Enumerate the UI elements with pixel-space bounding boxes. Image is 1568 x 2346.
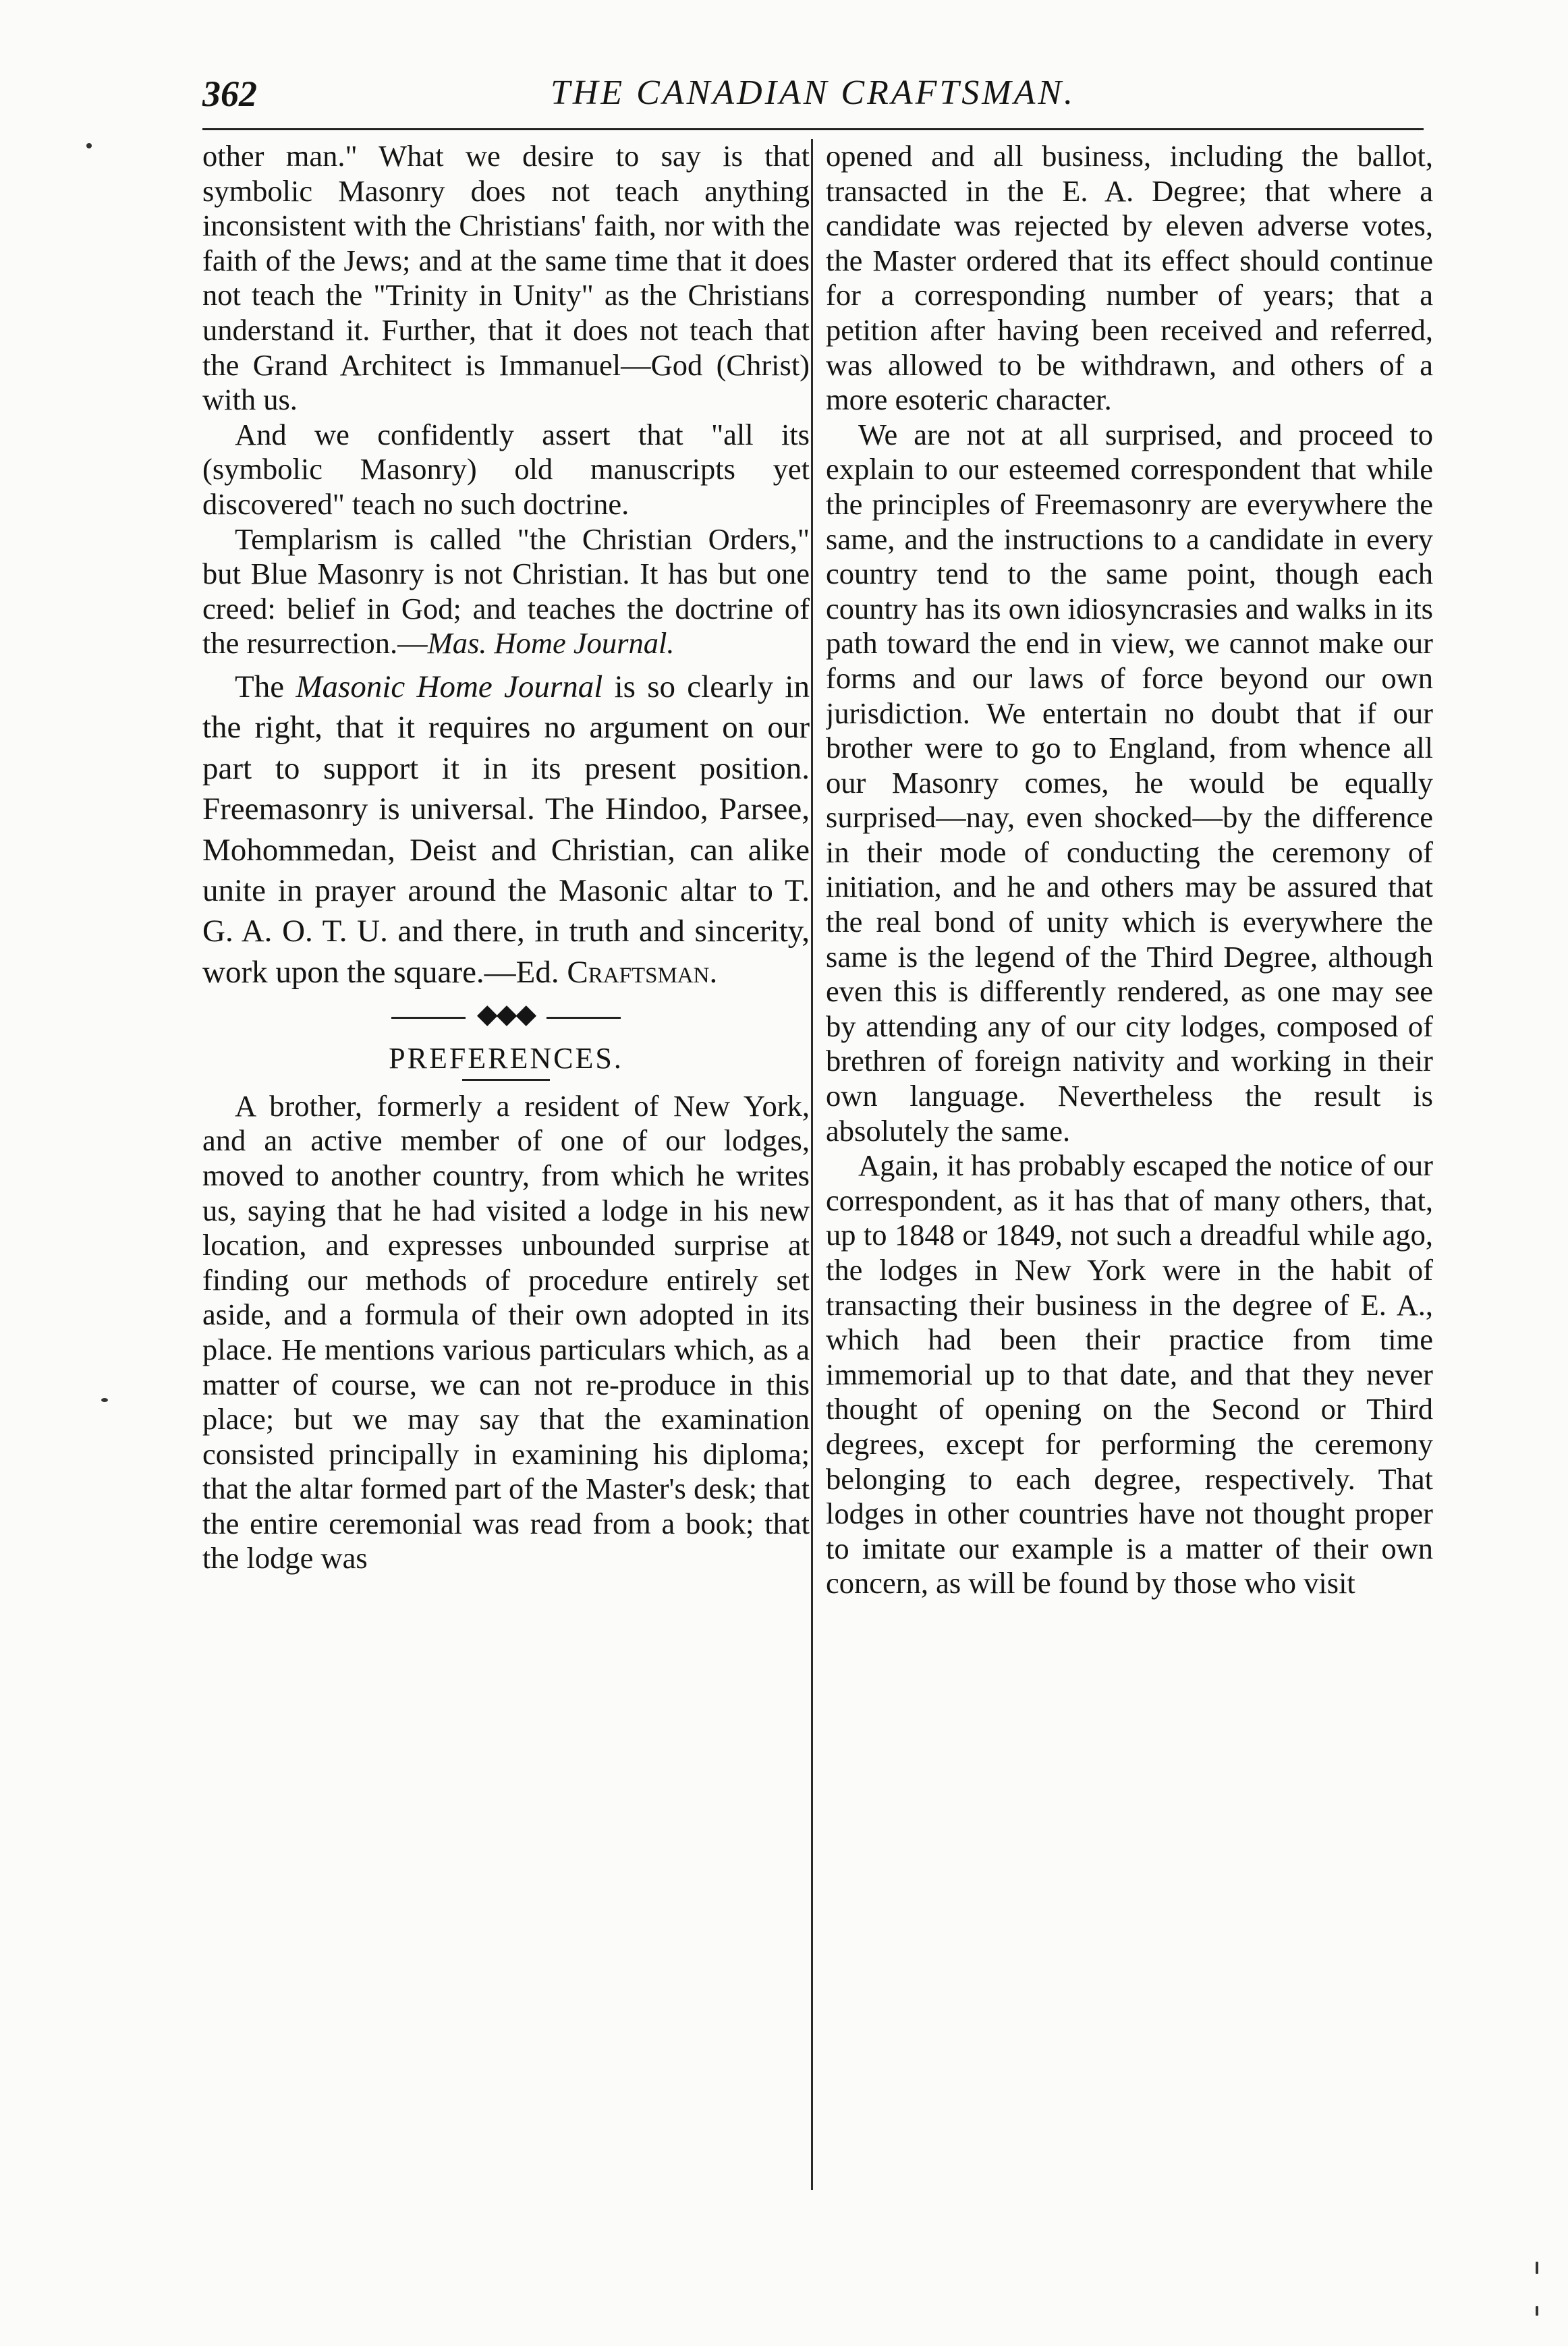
right-column — [826, 139, 1433, 2204]
scan-speck — [101, 1398, 108, 1402]
left-paragraph-5: A brother, formerly a resident of New York, and an active member of one of our lodges, moved to another country, from which he writes us, saying that he had visited a lodge in his new location, and expresses unbounded surprise at finding our methods of procedure entirely set aside, and a formula of their own adopted in its place. He mentions various particulars which, as a matter of course, we can not re-produce in this place; but we may say that the examination consisted principally in examining his diploma; that the altar formed part of the Master's desk; that the entire ceremonial was read from a book; that the lodge was — [202, 1088, 810, 1575]
left-paragraph-3-source: Mas. Home Journal. — [427, 626, 675, 661]
left-paragraph-2: And we confidently assert that "all its (symbolic Masonry) old manuscripts yet discovered" teach no such doctrine. — [202, 417, 810, 521]
right-paragraph-3: Again, it has probably escaped the notice of our correspondent, as it has that of many others, that, up to 1848 or 1849, not such a dreadful while ago, the lodges in New York were in the habit of transacting their business in the degree of E. A., which had been their practice from time immemorial up to that date, and that they never thought of opening on the Second or Third degrees, except for performing the ceremony belonging to each degree, respectively. That lodges in other countries have not thought proper to imitate our example is a matter of their own concern, as will be found by those who visit — [826, 1148, 1433, 1600]
editor-note-start: The — [235, 669, 296, 704]
column-rule — [811, 139, 813, 2190]
right-paragraph-2: We are not at all surprised, and proceed to explain to our esteemed correspondent that while the principles of Freemasonry are everywhere the same, and the instructions to a candidate in every country tend to the same point, though each country has its own idiosyncrasies and walks in its path toward the end in view, we cannot make our forms and our laws of force beyond our own jurisdiction. We entertain no doubt that if our brother were to go to England, from whence all our Masonry comes, he would be equally surprised—nay, even shocked—by the difference in their mode of conducting the ceremony of initiation, and he and others may be assured that the real bond of unity which is everywhere the same is the legend of the Third Degree, although even this is differently rendered, as one may see by attending any of our city lodges, composed of brethren of foreign nativity and working in their own language. Nevertheless the result is absolutely the same. — [826, 417, 1433, 1148]
scan-speck — [1536, 2306, 1538, 2316]
editor-note — [202, 667, 810, 993]
separator-line-right — [547, 1017, 621, 1019]
scan-speck — [86, 143, 92, 148]
separator-ornament: ◆◆◆ — [476, 999, 536, 1030]
left-paragraph-3-text: Templarism is called "the Christian Orders," but Blue Masonry is not Christian. It has but one creed: belief in God; and teaches the doctrine of the resurrection.— — [202, 522, 810, 661]
scan-speck — [1536, 2262, 1538, 2274]
editor-note-journal-title: Masonic Home Journal — [296, 669, 603, 704]
editor-note-signature: Craftsman. — [567, 954, 718, 990]
section-separator — [202, 999, 810, 1030]
editor-note-text: is so clearly in the right, that it requires no argument on our part to support it in its present position. Freemasonry is universal. The Hindoo, Parsee, Mohommedan, Deist and Christian, can alike unite in prayer around the Masonic altar to T. G. A. O. T. U. and there, in truth and sincerity, work upon the square.—Ed. — [202, 669, 810, 990]
page-header — [202, 66, 1424, 120]
section-title: PREFERENCES. — [389, 1042, 623, 1076]
header-rule — [202, 128, 1424, 130]
page-number: 362 — [202, 74, 257, 114]
right-paragraph-1: opened and all business, including the ballot, transacted in the E. A. Degree; that where a candidate was rejected by eleven adverse votes, the Master ordered that its effect should continue for a corresponding number of years; that a petition after having been received and referred, was allowed to be withdrawn, and others of a more esoteric character. — [826, 139, 1433, 417]
section-title-rule — [462, 1079, 550, 1081]
left-paragraph-1: other man." What we desire to say is that symbolic Masonry does not teach anything inconsistent with the Christians' faith, nor with the faith of the Jews; and at the same time that it does not teach the "Trinity in Unity" as the Christians understand it. Further, that it does not teach that the Grand Architect is Immanuel—God (Christ) with us. — [202, 139, 810, 417]
running-head: THE CANADIAN CRAFTSMAN. — [550, 74, 1076, 112]
left-column — [202, 139, 810, 2204]
left-paragraph-3 — [202, 522, 810, 661]
